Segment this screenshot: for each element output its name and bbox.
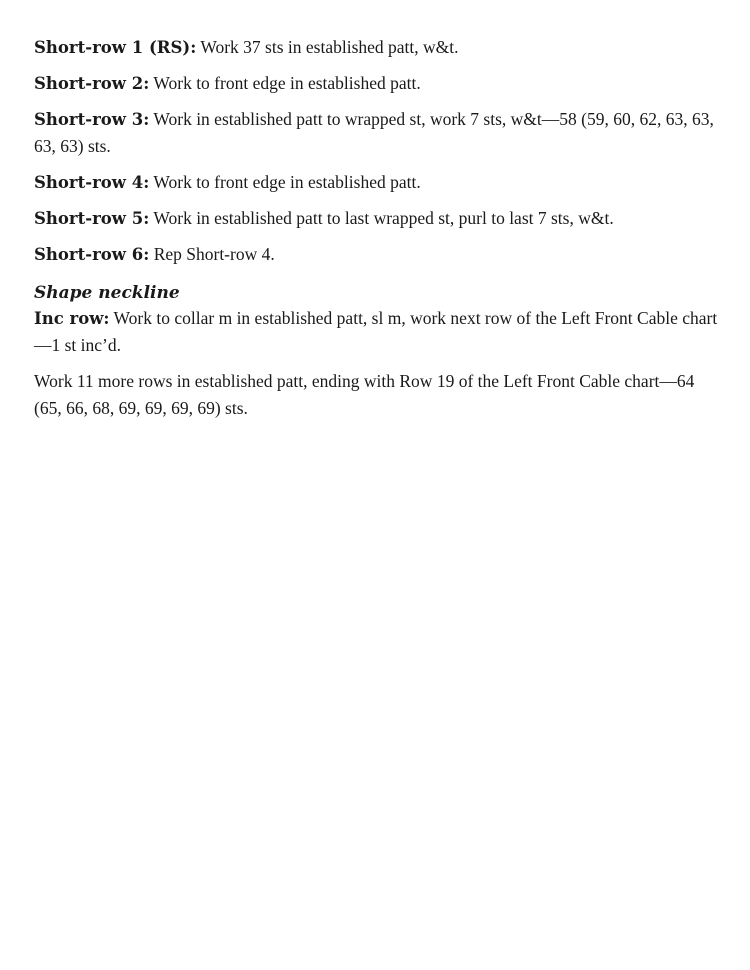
short-row-4-label: Short-row 4: (34, 173, 150, 192)
short-row-5-label: Short-row 5: (34, 209, 150, 228)
short-row-2-text: Work to front edge in established patt. (149, 73, 421, 93)
short-row-6-label: Short-row 6: (34, 245, 150, 264)
short-row-6 (34, 241, 724, 268)
more-rows-text: Work 11 more rows in established patt, ending with Row 19 of the Left Front Cable chart—64 (65, 66, 68, 69, 69, 69, 69) sts. (34, 371, 695, 418)
short-row-4-text: Work to front edge in established patt. (149, 172, 421, 192)
inc-row-label: Inc row: (34, 309, 110, 328)
short-row-5-text: Work in established patt to last wrapped st, purl to last 7 sts, w&t. (149, 208, 614, 228)
short-row-2-label: Short-row 2: (34, 74, 150, 93)
short-row-3-text: Work in established patt to wrapped st, work 7 sts, w&t—58 (59, 60, 62, 63, 63, 63, 63) sts. (34, 109, 714, 156)
short-row-1-text: Work 37 sts in established patt, w&t. (196, 37, 459, 57)
short-row-2 (34, 70, 724, 97)
more-rows-paragraph (34, 368, 724, 422)
short-row-3 (34, 106, 724, 160)
short-row-6-text: Rep Short-row 4. (149, 244, 275, 264)
inc-row (34, 305, 724, 359)
short-row-5 (34, 205, 724, 232)
short-row-1 (34, 34, 724, 61)
short-row-3-label: Short-row 3: (34, 110, 150, 129)
short-row-1-label: Short-row 1 (RS): (34, 38, 197, 57)
short-row-4 (34, 169, 724, 196)
pattern-page (34, 34, 724, 431)
inc-row-text: Work to collar m in established patt, sl m, work next row of the Left Front Cable chart—1 st inc’d. (34, 308, 718, 355)
shape-neckline-heading: Shape neckline (34, 283, 180, 303)
